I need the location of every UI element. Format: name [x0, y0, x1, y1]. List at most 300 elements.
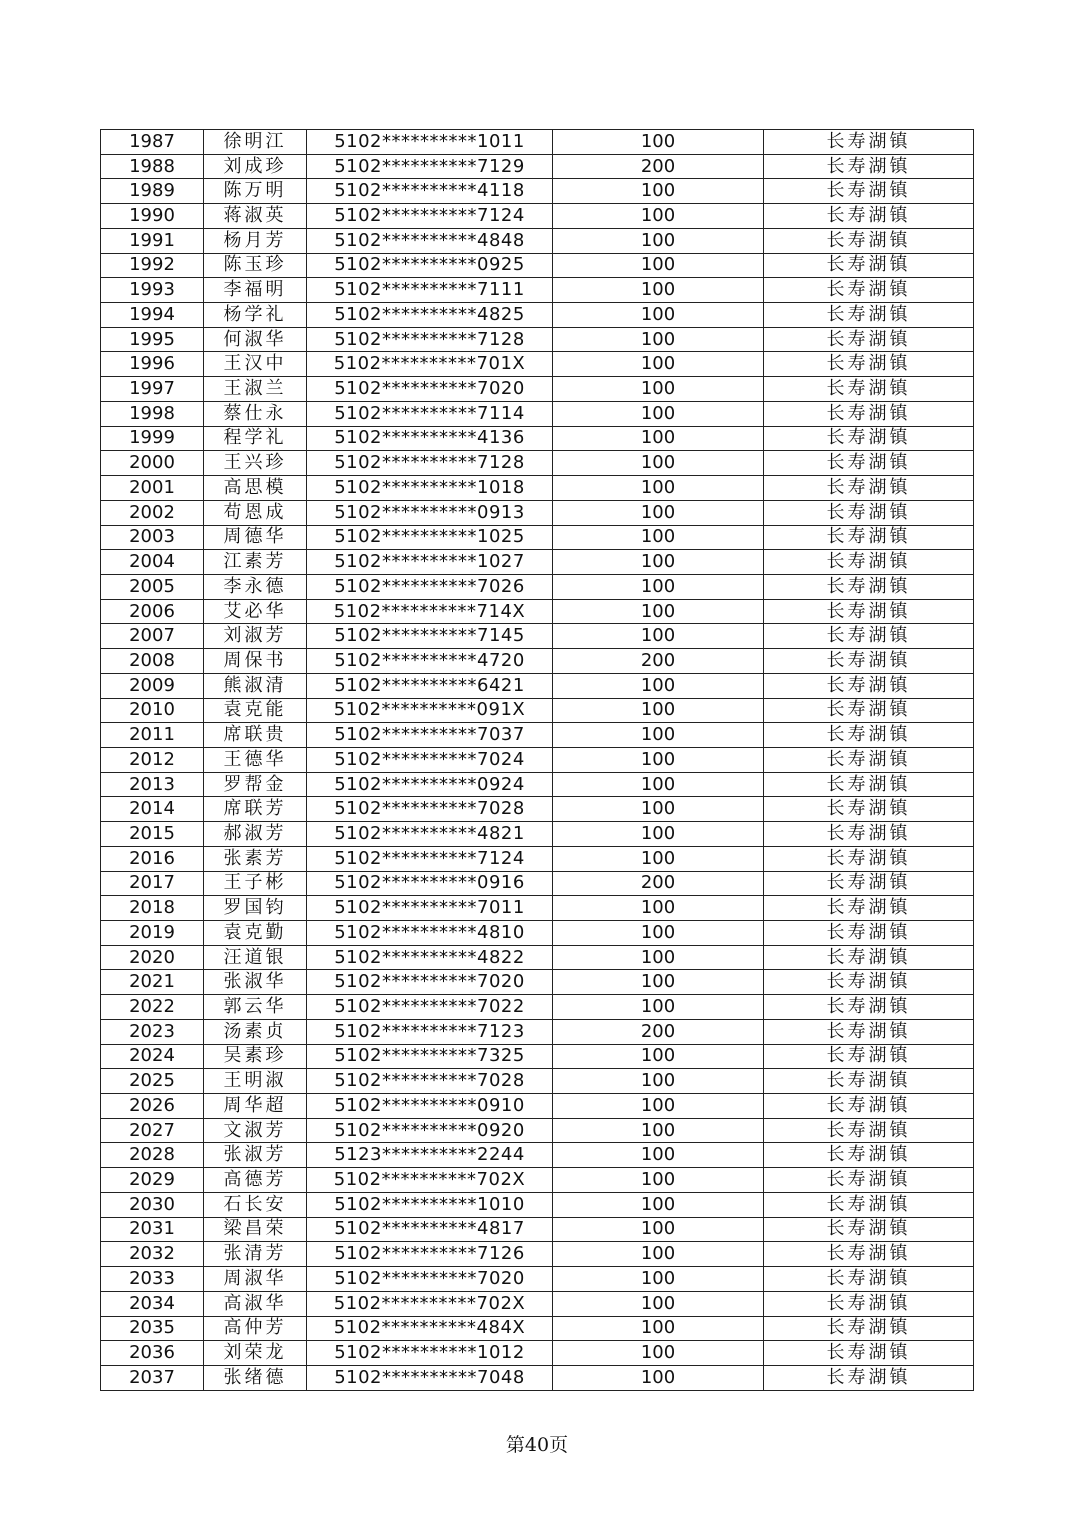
amount-cell: 100 — [553, 352, 764, 377]
amount-cell: 100 — [553, 1267, 764, 1292]
town-cell: 长寿湖镇 — [764, 228, 974, 253]
amount-cell: 100 — [553, 327, 764, 352]
row-number-cell: 2019 — [101, 921, 204, 946]
table-row — [101, 204, 974, 229]
id-number-cell: 5102**********1018 — [307, 476, 553, 501]
amount-cell: 100 — [553, 525, 764, 550]
amount-cell: 100 — [553, 1341, 764, 1366]
table-row — [101, 1291, 974, 1316]
amount-cell: 100 — [553, 377, 764, 402]
row-number-cell: 2028 — [101, 1143, 204, 1168]
id-number-cell: 5102**********4720 — [307, 649, 553, 674]
row-number-cell: 2037 — [101, 1365, 204, 1390]
town-cell: 长寿湖镇 — [764, 772, 974, 797]
row-number-cell: 2036 — [101, 1341, 204, 1366]
row-number-cell: 2034 — [101, 1291, 204, 1316]
table-row — [101, 500, 974, 525]
table-row — [101, 723, 974, 748]
name-cell: 王汉中 — [204, 352, 307, 377]
table-row — [101, 1019, 974, 1044]
town-cell: 长寿湖镇 — [764, 1019, 974, 1044]
row-number-cell: 2022 — [101, 995, 204, 1020]
town-cell: 长寿湖镇 — [764, 1341, 974, 1366]
town-cell: 长寿湖镇 — [764, 1365, 974, 1390]
row-number-cell: 2010 — [101, 698, 204, 723]
amount-cell: 200 — [553, 1019, 764, 1044]
amount-cell: 100 — [553, 921, 764, 946]
id-number-cell: 5102**********4817 — [307, 1217, 553, 1242]
row-number-cell: 2014 — [101, 797, 204, 822]
town-cell: 长寿湖镇 — [764, 797, 974, 822]
town-cell: 长寿湖镇 — [764, 204, 974, 229]
name-cell: 高德芳 — [204, 1168, 307, 1193]
town-cell: 长寿湖镇 — [764, 747, 974, 772]
row-number-cell: 2018 — [101, 896, 204, 921]
town-cell: 长寿湖镇 — [764, 253, 974, 278]
id-number-cell: 5102**********7123 — [307, 1019, 553, 1044]
name-cell: 高淑华 — [204, 1291, 307, 1316]
name-cell: 梁昌荣 — [204, 1217, 307, 1242]
town-cell: 长寿湖镇 — [764, 476, 974, 501]
name-cell: 周淑华 — [204, 1267, 307, 1292]
id-number-cell: 5102**********4825 — [307, 303, 553, 328]
id-number-cell: 5102**********702X — [307, 1291, 553, 1316]
name-cell: 艾必华 — [204, 599, 307, 624]
row-number-cell: 2013 — [101, 772, 204, 797]
amount-cell: 100 — [553, 1118, 764, 1143]
town-cell: 长寿湖镇 — [764, 945, 974, 970]
row-number-cell: 1987 — [101, 130, 204, 155]
amount-cell: 100 — [553, 426, 764, 451]
name-cell: 李永德 — [204, 574, 307, 599]
name-cell: 王明淑 — [204, 1069, 307, 1094]
name-cell: 石长安 — [204, 1192, 307, 1217]
id-number-cell: 5102**********7145 — [307, 624, 553, 649]
row-number-cell: 2035 — [101, 1316, 204, 1341]
table-row — [101, 698, 974, 723]
town-cell: 长寿湖镇 — [764, 154, 974, 179]
town-cell: 长寿湖镇 — [764, 970, 974, 995]
name-cell: 蔡仕永 — [204, 401, 307, 426]
table-row — [101, 1341, 974, 1366]
table-body — [101, 130, 974, 1391]
table-row — [101, 228, 974, 253]
row-number-cell: 1990 — [101, 204, 204, 229]
name-cell: 周华超 — [204, 1094, 307, 1119]
table-row — [101, 970, 974, 995]
name-cell: 周保书 — [204, 649, 307, 674]
name-cell: 熊淑清 — [204, 673, 307, 698]
table-row — [101, 1217, 974, 1242]
name-cell: 何淑华 — [204, 327, 307, 352]
row-number-cell: 2015 — [101, 822, 204, 847]
row-number-cell: 2033 — [101, 1267, 204, 1292]
id-number-cell: 5102**********6421 — [307, 673, 553, 698]
row-number-cell: 2002 — [101, 500, 204, 525]
name-cell: 程学礼 — [204, 426, 307, 451]
amount-cell: 100 — [553, 970, 764, 995]
id-number-cell: 5102**********1010 — [307, 1192, 553, 1217]
town-cell: 长寿湖镇 — [764, 1118, 974, 1143]
table-row — [101, 401, 974, 426]
name-cell: 张素芳 — [204, 846, 307, 871]
table-row — [101, 303, 974, 328]
id-number-cell: 5102**********7022 — [307, 995, 553, 1020]
table-row — [101, 1168, 974, 1193]
table-row — [101, 772, 974, 797]
amount-cell: 100 — [553, 550, 764, 575]
table-row — [101, 1094, 974, 1119]
id-number-cell: 5102**********7028 — [307, 1069, 553, 1094]
amount-cell: 100 — [553, 822, 764, 847]
id-number-cell: 5102**********0910 — [307, 1094, 553, 1119]
town-cell: 长寿湖镇 — [764, 1192, 974, 1217]
row-number-cell: 2023 — [101, 1019, 204, 1044]
town-cell: 长寿湖镇 — [764, 1143, 974, 1168]
table-row — [101, 352, 974, 377]
row-number-cell: 2020 — [101, 945, 204, 970]
town-cell: 长寿湖镇 — [764, 673, 974, 698]
name-cell: 袁克能 — [204, 698, 307, 723]
table-row — [101, 649, 974, 674]
id-number-cell: 5102**********0925 — [307, 253, 553, 278]
table-row — [101, 822, 974, 847]
amount-cell: 100 — [553, 401, 764, 426]
id-number-cell: 5102**********0920 — [307, 1118, 553, 1143]
row-number-cell: 2005 — [101, 574, 204, 599]
table-row — [101, 525, 974, 550]
row-number-cell: 2029 — [101, 1168, 204, 1193]
amount-cell: 200 — [553, 649, 764, 674]
name-cell: 王德华 — [204, 747, 307, 772]
table-row — [101, 179, 974, 204]
row-number-cell: 2012 — [101, 747, 204, 772]
town-cell: 长寿湖镇 — [764, 179, 974, 204]
page-number: 第40页 — [505, 1434, 569, 1456]
name-cell: 袁克勤 — [204, 921, 307, 946]
name-cell: 陈玉珍 — [204, 253, 307, 278]
amount-cell: 100 — [553, 846, 764, 871]
amount-cell: 100 — [553, 1242, 764, 1267]
row-number-cell: 2031 — [101, 1217, 204, 1242]
row-number-cell: 2027 — [101, 1118, 204, 1143]
row-number-cell: 1998 — [101, 401, 204, 426]
name-cell: 高思模 — [204, 476, 307, 501]
table-row — [101, 476, 974, 501]
id-number-cell: 5102**********7128 — [307, 451, 553, 476]
amount-cell: 100 — [553, 1291, 764, 1316]
amount-cell: 100 — [553, 1168, 764, 1193]
table-row — [101, 846, 974, 871]
table-row — [101, 1267, 974, 1292]
town-cell: 长寿湖镇 — [764, 1069, 974, 1094]
table-row — [101, 377, 974, 402]
amount-cell: 100 — [553, 228, 764, 253]
name-cell: 罗帮金 — [204, 772, 307, 797]
table-row — [101, 1044, 974, 1069]
id-number-cell: 5102**********484X — [307, 1316, 553, 1341]
row-number-cell: 2003 — [101, 525, 204, 550]
town-cell: 长寿湖镇 — [764, 1044, 974, 1069]
town-cell: 长寿湖镇 — [764, 500, 974, 525]
amount-cell: 100 — [553, 896, 764, 921]
town-cell: 长寿湖镇 — [764, 451, 974, 476]
town-cell: 长寿湖镇 — [764, 995, 974, 1020]
table-row — [101, 599, 974, 624]
table-row — [101, 253, 974, 278]
row-number-cell: 2006 — [101, 599, 204, 624]
id-number-cell: 5102**********7037 — [307, 723, 553, 748]
amount-cell: 100 — [553, 945, 764, 970]
table-row — [101, 1069, 974, 1094]
town-cell: 长寿湖镇 — [764, 130, 974, 155]
id-number-cell: 5102**********7011 — [307, 896, 553, 921]
id-number-cell: 5102**********7024 — [307, 747, 553, 772]
table-row — [101, 871, 974, 896]
name-cell: 王兴珍 — [204, 451, 307, 476]
id-number-cell: 5102**********1012 — [307, 1341, 553, 1366]
row-number-cell: 2004 — [101, 550, 204, 575]
amount-cell: 100 — [553, 698, 764, 723]
row-number-cell: 1996 — [101, 352, 204, 377]
id-number-cell: 5102**********7128 — [307, 327, 553, 352]
town-cell: 长寿湖镇 — [764, 525, 974, 550]
id-number-cell: 5102**********1027 — [307, 550, 553, 575]
subsidy-list-table — [100, 129, 974, 1391]
row-number-cell: 1997 — [101, 377, 204, 402]
amount-cell: 100 — [553, 772, 764, 797]
name-cell: 文淑芳 — [204, 1118, 307, 1143]
row-number-cell: 2032 — [101, 1242, 204, 1267]
id-number-cell: 5102**********7325 — [307, 1044, 553, 1069]
amount-cell: 100 — [553, 624, 764, 649]
name-cell: 席联芳 — [204, 797, 307, 822]
town-cell: 长寿湖镇 — [764, 1267, 974, 1292]
name-cell: 郝淑芳 — [204, 822, 307, 847]
town-cell: 长寿湖镇 — [764, 1217, 974, 1242]
row-number-cell: 2025 — [101, 1069, 204, 1094]
amount-cell: 100 — [553, 1217, 764, 1242]
name-cell: 汤素贞 — [204, 1019, 307, 1044]
id-number-cell: 5102**********4848 — [307, 228, 553, 253]
row-number-cell: 1988 — [101, 154, 204, 179]
town-cell: 长寿湖镇 — [764, 352, 974, 377]
row-number-cell: 2026 — [101, 1094, 204, 1119]
name-cell: 徐明江 — [204, 130, 307, 155]
table-row — [101, 921, 974, 946]
town-cell: 长寿湖镇 — [764, 698, 974, 723]
id-number-cell: 5102**********4821 — [307, 822, 553, 847]
amount-cell: 100 — [553, 476, 764, 501]
id-number-cell: 5102**********7114 — [307, 401, 553, 426]
id-number-cell: 5102**********0913 — [307, 500, 553, 525]
name-cell: 吴素珍 — [204, 1044, 307, 1069]
id-number-cell: 5102**********4136 — [307, 426, 553, 451]
id-number-cell: 5102**********1011 — [307, 130, 553, 155]
town-cell: 长寿湖镇 — [764, 1242, 974, 1267]
town-cell: 长寿湖镇 — [764, 599, 974, 624]
id-number-cell: 5102**********1025 — [307, 525, 553, 550]
table-row — [101, 130, 974, 155]
id-number-cell: 5102**********7020 — [307, 377, 553, 402]
amount-cell: 100 — [553, 747, 764, 772]
id-number-cell: 5102**********091X — [307, 698, 553, 723]
table-row — [101, 451, 974, 476]
id-number-cell: 5102**********4822 — [307, 945, 553, 970]
row-number-cell: 2001 — [101, 476, 204, 501]
amount-cell: 100 — [553, 1094, 764, 1119]
table-row — [101, 1316, 974, 1341]
town-cell: 长寿湖镇 — [764, 401, 974, 426]
id-number-cell: 5102**********0916 — [307, 871, 553, 896]
name-cell: 高仲芳 — [204, 1316, 307, 1341]
name-cell: 江素芳 — [204, 550, 307, 575]
id-number-cell: 5102**********7048 — [307, 1365, 553, 1390]
row-number-cell: 2000 — [101, 451, 204, 476]
town-cell: 长寿湖镇 — [764, 377, 974, 402]
name-cell: 王淑兰 — [204, 377, 307, 402]
name-cell: 杨月芳 — [204, 228, 307, 253]
table-row — [101, 1143, 974, 1168]
name-cell: 苟恩成 — [204, 500, 307, 525]
row-number-cell: 2016 — [101, 846, 204, 871]
id-number-cell: 5102**********7129 — [307, 154, 553, 179]
table-row — [101, 1365, 974, 1390]
row-number-cell: 2008 — [101, 649, 204, 674]
town-cell: 长寿湖镇 — [764, 649, 974, 674]
id-number-cell: 5102**********7020 — [307, 1267, 553, 1292]
table-row — [101, 896, 974, 921]
id-number-cell: 5102**********4810 — [307, 921, 553, 946]
town-cell: 长寿湖镇 — [764, 846, 974, 871]
amount-cell: 100 — [553, 451, 764, 476]
town-cell: 长寿湖镇 — [764, 896, 974, 921]
amount-cell: 200 — [553, 871, 764, 896]
name-cell: 罗国钧 — [204, 896, 307, 921]
amount-cell: 100 — [553, 1365, 764, 1390]
table-row — [101, 673, 974, 698]
table-row — [101, 1118, 974, 1143]
town-cell: 长寿湖镇 — [764, 574, 974, 599]
id-number-cell: 5102**********0924 — [307, 772, 553, 797]
name-cell: 张淑华 — [204, 970, 307, 995]
id-number-cell: 5102**********7124 — [307, 204, 553, 229]
amount-cell: 100 — [553, 723, 764, 748]
row-number-cell: 1992 — [101, 253, 204, 278]
id-number-cell: 5102**********7126 — [307, 1242, 553, 1267]
name-cell: 杨学礼 — [204, 303, 307, 328]
row-number-cell: 2024 — [101, 1044, 204, 1069]
amount-cell: 100 — [553, 278, 764, 303]
amount-cell: 100 — [553, 179, 764, 204]
amount-cell: 200 — [553, 154, 764, 179]
town-cell: 长寿湖镇 — [764, 278, 974, 303]
name-cell: 张淑芳 — [204, 1143, 307, 1168]
row-number-cell: 2030 — [101, 1192, 204, 1217]
row-number-cell: 1989 — [101, 179, 204, 204]
amount-cell: 100 — [553, 797, 764, 822]
town-cell: 长寿湖镇 — [764, 624, 974, 649]
table-row — [101, 1242, 974, 1267]
name-cell: 郭云华 — [204, 995, 307, 1020]
town-cell: 长寿湖镇 — [764, 426, 974, 451]
row-number-cell: 2011 — [101, 723, 204, 748]
name-cell: 席联贵 — [204, 723, 307, 748]
id-number-cell: 5102**********701X — [307, 352, 553, 377]
amount-cell: 100 — [553, 1192, 764, 1217]
table-row — [101, 426, 974, 451]
amount-cell: 100 — [553, 995, 764, 1020]
table-row — [101, 327, 974, 352]
amount-cell: 100 — [553, 130, 764, 155]
table-row — [101, 550, 974, 575]
name-cell: 周德华 — [204, 525, 307, 550]
amount-cell: 100 — [553, 204, 764, 229]
id-number-cell: 5102**********7028 — [307, 797, 553, 822]
town-cell: 长寿湖镇 — [764, 822, 974, 847]
table-row — [101, 1192, 974, 1217]
row-number-cell: 1991 — [101, 228, 204, 253]
id-number-cell: 5102**********702X — [307, 1168, 553, 1193]
name-cell: 刘成珍 — [204, 154, 307, 179]
amount-cell: 100 — [553, 253, 764, 278]
row-number-cell: 2009 — [101, 673, 204, 698]
row-number-cell: 2017 — [101, 871, 204, 896]
town-cell: 长寿湖镇 — [764, 1316, 974, 1341]
id-number-cell: 5102**********7111 — [307, 278, 553, 303]
town-cell: 长寿湖镇 — [764, 1168, 974, 1193]
town-cell: 长寿湖镇 — [764, 1094, 974, 1119]
table-row — [101, 797, 974, 822]
amount-cell: 100 — [553, 673, 764, 698]
table-row — [101, 154, 974, 179]
name-cell: 李福明 — [204, 278, 307, 303]
row-number-cell: 2007 — [101, 624, 204, 649]
table-row — [101, 747, 974, 772]
amount-cell: 100 — [553, 599, 764, 624]
amount-cell: 100 — [553, 1316, 764, 1341]
town-cell: 长寿湖镇 — [764, 1291, 974, 1316]
name-cell: 蒋淑英 — [204, 204, 307, 229]
row-number-cell: 1999 — [101, 426, 204, 451]
amount-cell: 100 — [553, 1044, 764, 1069]
name-cell: 刘淑芳 — [204, 624, 307, 649]
name-cell: 陈万明 — [204, 179, 307, 204]
row-number-cell: 1995 — [101, 327, 204, 352]
id-number-cell: 5102**********7020 — [307, 970, 553, 995]
town-cell: 长寿湖镇 — [764, 303, 974, 328]
name-cell: 张清芳 — [204, 1242, 307, 1267]
name-cell: 张绪德 — [204, 1365, 307, 1390]
amount-cell: 100 — [553, 574, 764, 599]
amount-cell: 100 — [553, 303, 764, 328]
name-cell: 王子彬 — [204, 871, 307, 896]
table-row — [101, 278, 974, 303]
table-row — [101, 624, 974, 649]
row-number-cell: 1994 — [101, 303, 204, 328]
amount-cell: 100 — [553, 1143, 764, 1168]
name-cell: 刘荣龙 — [204, 1341, 307, 1366]
town-cell: 长寿湖镇 — [764, 871, 974, 896]
id-number-cell: 5102**********7124 — [307, 846, 553, 871]
table-row — [101, 574, 974, 599]
id-number-cell: 5102**********7026 — [307, 574, 553, 599]
table-row — [101, 995, 974, 1020]
id-number-cell: 5102**********4118 — [307, 179, 553, 204]
row-number-cell: 2021 — [101, 970, 204, 995]
id-number-cell: 5102**********714X — [307, 599, 553, 624]
town-cell: 长寿湖镇 — [764, 723, 974, 748]
